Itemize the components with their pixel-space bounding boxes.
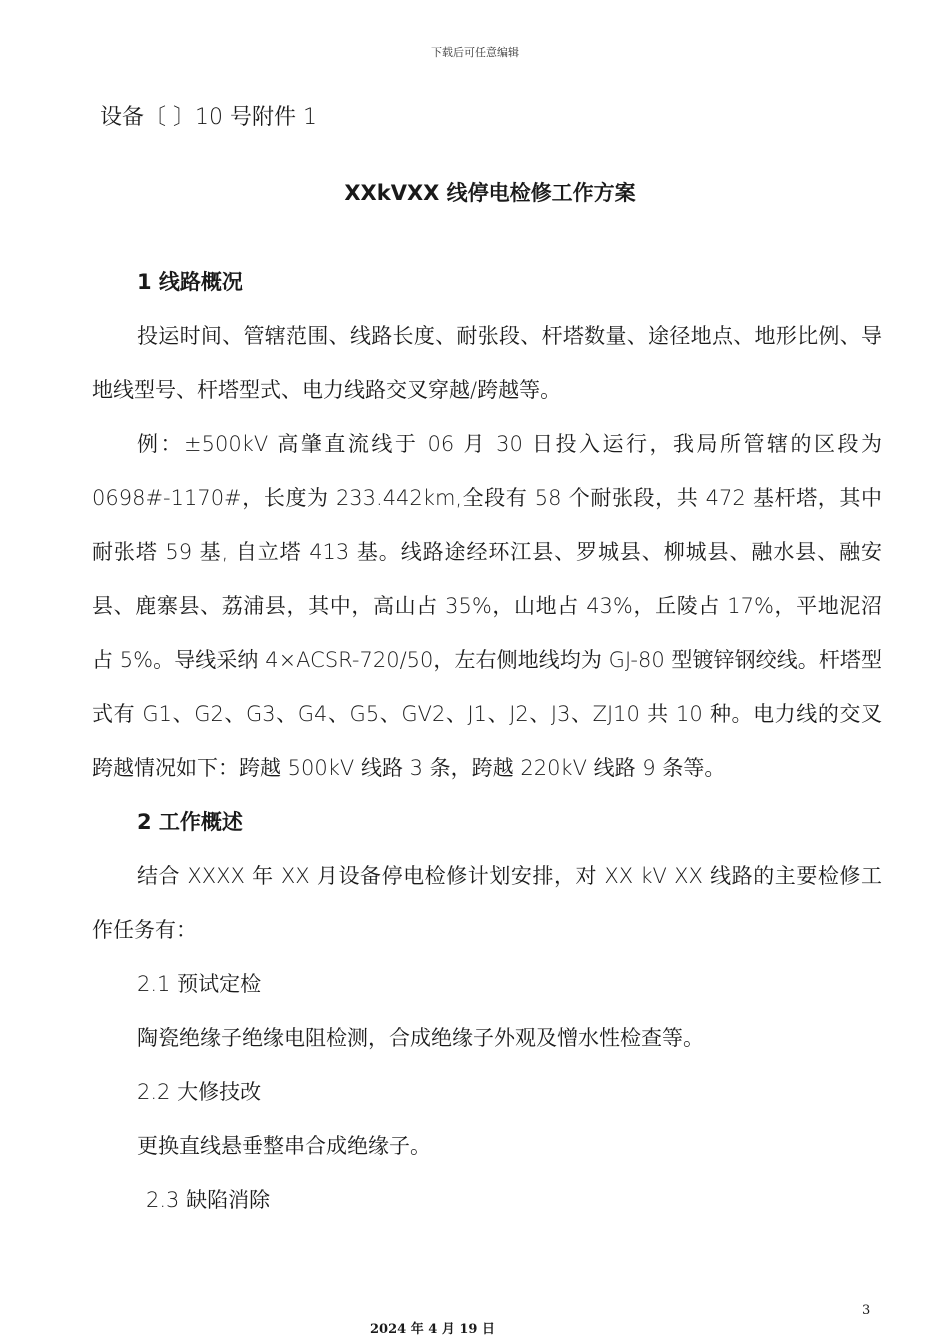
subsection-text-preventive-test: 陶瓷绝缘子绝缘电阻检测，合成绝缘子外观及憎水性检查等。 (137, 1026, 704, 1050)
section-heading-work-summary: 2 工作概述 (137, 810, 243, 834)
document-reference: 设备〔 〕10 号附件 1 (100, 105, 317, 130)
subsection-heading-preventive-test: 2.1 预试定检 (137, 972, 262, 996)
footer-date: 2024 年 4 月 19 日 (370, 1322, 495, 1337)
subsection-heading-overhaul: 2.2 大修技改 (137, 1080, 262, 1104)
section-heading-line-overview: 1 线路概况 (137, 270, 243, 294)
header-note: 下载后可任意编辑 (431, 46, 519, 59)
subsection-heading-defect-removal: 2.3 缺陷消除 (146, 1188, 271, 1212)
paragraph-overview-items: 投运时间、管辖范围、线路长度、耐张段、杆塔数量、途径地点、地形比例、导地线型号、杆塔型式、电力线路交叉穿越/跨越等。 (92, 324, 882, 402)
paragraph-work-summary-intro: 结合 XXXX 年 XX 月设备停电检修计划安排，对 XX kV XX 线路的主要检修工作任务有： (92, 864, 882, 942)
document-title: XXkVXX 线停电检修工作方案 (344, 181, 636, 205)
paragraph-overview-example: 例：±500kV 高肇直流线于 06 月 30 日投入运行，我局所管辖的区段为 0698#-1170#，长度为 233.442km,全段有 58 个耐张段，共 472 基杆塔，其中耐张塔 59 基, 自立塔 413 基。线路途经环江县、罗城县、柳城县、融水县、融安县、鹿寨县、荔浦县，其中，高山占 35%，山地占 43%，丘陵占 17%，平地泥沼占 5%。导线采纳 4×ACSR-720/50，左右侧地线均为 GJ-80 型镀锌钢绞线。杆塔型式有 G1、G2、G3、G4、G5、GV2、J1、J2、J3、ZJ10 共 10 种。电力线的交叉跨越情况如下：跨越 500kV 线路 3 条，跨越 220kV 线路 9 条等。 (92, 432, 882, 780)
document-body (92, 255, 882, 1227)
page-number: 3 (862, 1303, 871, 1318)
subsection-text-overhaul: 更换直线悬垂整串合成绝缘子。 (137, 1134, 431, 1158)
